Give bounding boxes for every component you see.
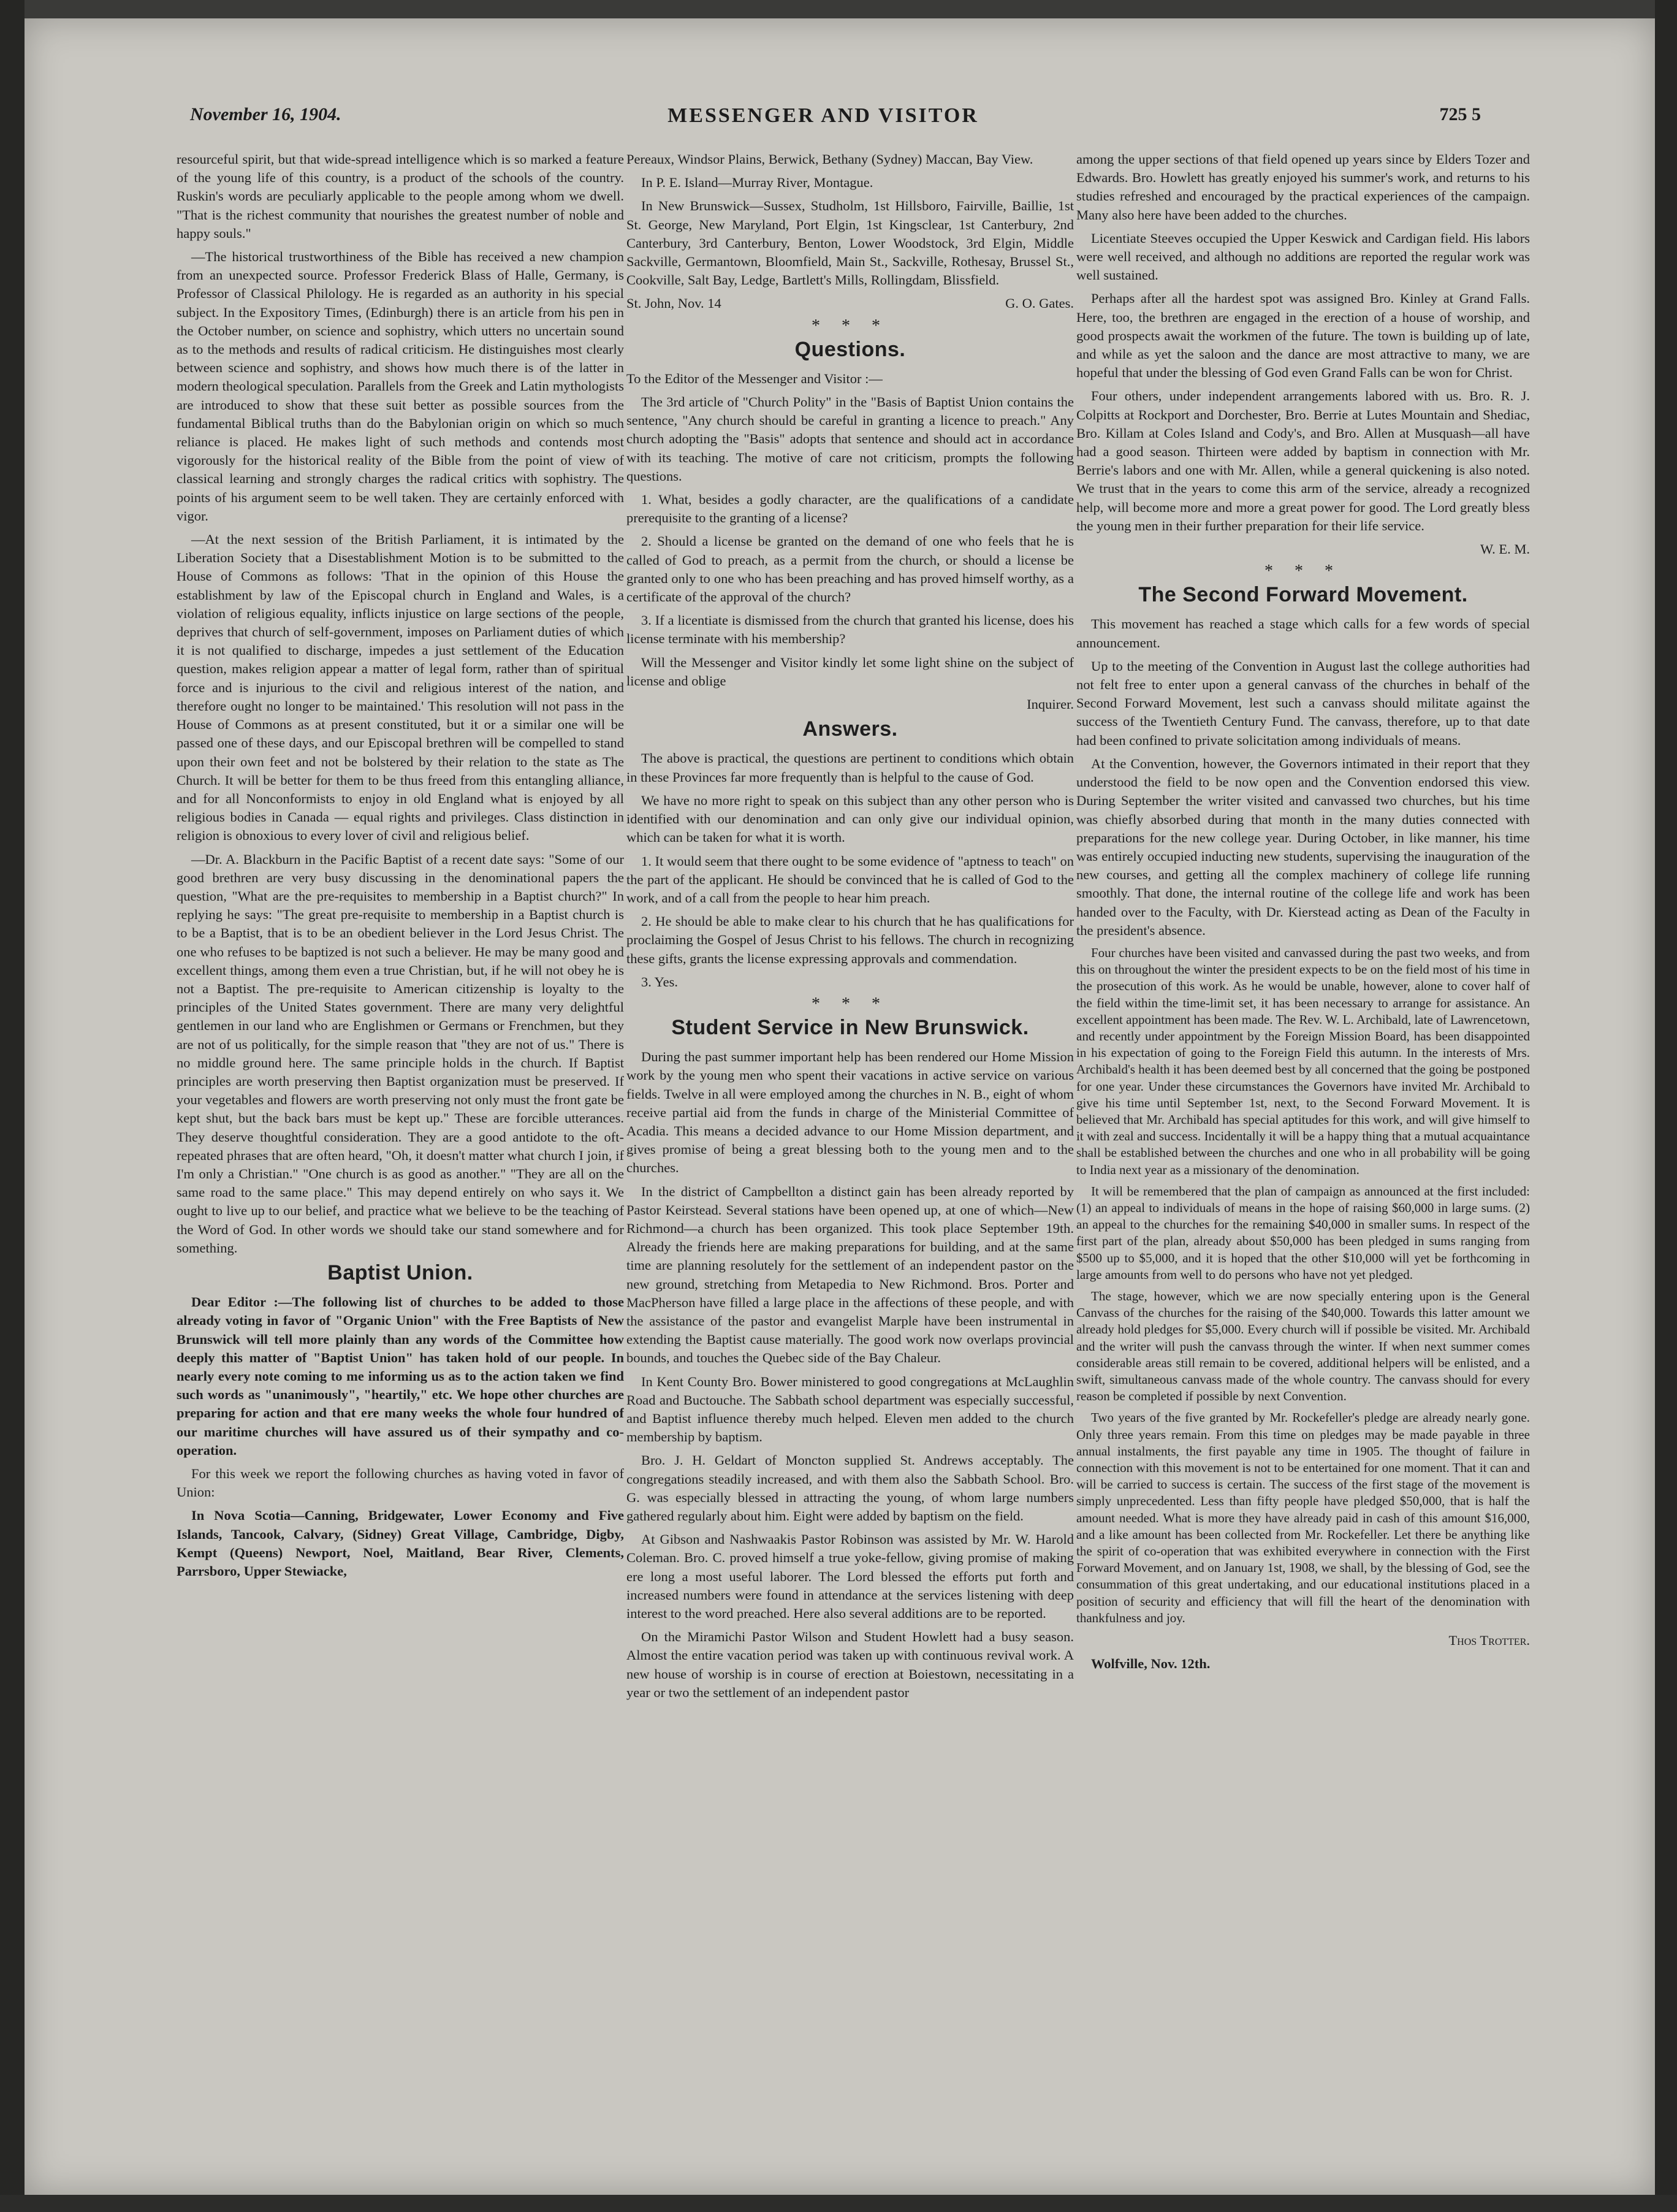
heading-baptist-union: Baptist Union.: [327, 1260, 473, 1284]
paragraph: In the district of Campbellton a distinct gain has been already reported by Pastor Keirstead. Several stations have been opened up, at one of which—New Richmond—a church has been organized. This took place September 19th. Already the friends here are making preparations for building, and at the same time are planning resolutely for the settlement of an independent pastor on the new ground, stretching from Metapedia to New Richmond. Bros. Porter and MacPherson have filled a large place in the affections of these people, and with the assistance of the pastor and evangelist Marple have been instrumental in extending the Baptist cause materially. The good work now overlaps provincial bounds, and touches the Quebec side of the Bay Chaleur.: [626, 1183, 1074, 1366]
heading-questions: Questions.: [794, 337, 906, 361]
scan-edge-right: [1655, 0, 1677, 2212]
paragraph: among the upper sections of that field opened up years since by Elders Tozer and Edwards. Bro. Howlett has greatly enjoyed his summer's work, and returns to his studies refreshed and encouraged by the practical experiences of the campaign. Many also here have been added to the churches.: [1076, 151, 1530, 223]
paragraph: 1. It would seem that there ought to be some evidence of "aptness to teach" on the part of the applicant. He should be convinced that he is called of God to the work, and of a call from the people to hear him preach.: [626, 853, 1074, 906]
dateline: Wolfville, Nov. 12th.: [1091, 1656, 1211, 1672]
section-ornament: * * *: [1264, 562, 1342, 581]
column-1: [177, 150, 624, 2173]
section-ornament: * * *: [812, 316, 889, 335]
paragraph: The stage, however, which we are now specially entering upon is the General Canvass of the churches for the raising of the $40,000. Towards this latter amount we already hold pledges for $5,000. Every church will if possible be visited. Mr. Archibald and the writer will push the canvass through the winter. If when next summer comes considerable areas still remain to be covered, additional helpers will be enlisted, and a swift, simultaneous canvass made of the whole country. The canvass should for every reason be completed if possible by next Convention.: [1076, 1288, 1530, 1404]
page-number: 725 5: [1439, 104, 1481, 124]
signature-line: [626, 294, 1074, 313]
signature: W. E. M.: [1480, 541, 1530, 557]
paragraph: —At the next session of the British Parliament, it is intimated by the Liberation Society that a Disestablishment Motion is to be submitted to the House of Commons as follows: 'That in the opinion of this House the establishment by law of the Episcopal church in England and Wales, is a violation of religious equality, inflicts injustice on large sections of the people, deprives that church of self-government, imposes on Parliament duties of which it is not qualified to discharge, impedes a just settlement of the Education question, makes religion appear a matter of legal form, rather than of spiritual force and is injurious to the civil and religious interest of the nation, and therefore ought no longer to be maintained.' This resolution will not pass in the House of Commons as at present constituted, but it or a similar one will be passed one of these days, and our Episcopal brethren will be compelled to stand upon their own feet and not be bolstered by their relation to the state as The Church. It will be better for them to be thus freed from this entangling alliance, and for all Nonconformists to enjoy in old England what is enjoyed by all religious bodies in Canada — equal rights and privileges. Class distinction in religion is obnoxious to every lover of civil and religious belief.: [177, 532, 624, 844]
column-3: [1076, 150, 1530, 2173]
masthead-title: MESSENGER AND VISITOR: [667, 104, 979, 127]
paragraph: In P. E. Island—Murray River, Montague.: [641, 175, 873, 191]
paragraph: 2. He should be able to make clear to his church that he has qualifications for proclaiming the Gospel of Jesus Christ to his fellows. The church in recognizing these gifts, grants the license expressing approvals and commendation.: [626, 913, 1074, 966]
heading-student-service: Student Service in New Brunswick.: [671, 1015, 1029, 1039]
paragraph: Licentiate Steeves occupied the Upper Keswick and Cardigan field. His labors were well received, and although no additions are reported the regular work was well sustained.: [1076, 230, 1530, 283]
paragraph: 3. If a licentiate is dismissed from the church that granted his license, does his license terminate with his membership?: [626, 612, 1074, 647]
paragraph: On the Miramichi Pastor Wilson and Student Howlett had a busy season. Almost the entire vacation period was taken up with continuous revival work. A new house of worship is in course of erection at Boiestown, necessitating in a year or two the settlement of an independent pastor: [626, 1629, 1074, 1700]
paragraph: At Gibson and Nashwaakis Pastor Robinson was assisted by Mr. W. Harold Coleman. Bro. C. proved himself a true yoke-fellow, giving promise of making ere long a most useful laborer. The Lord blessed the efforts put forth and increased numbers were found in attendance at the services listening with deep interest to the word preached. Here also several additions are to be reported.: [626, 1531, 1074, 1622]
paragraph: The above is practical, the questions are pertinent to conditions which obtain in these Provinces far more frequently than is helpful to the cause of God.: [626, 750, 1074, 785]
paragraph: For this week we report the following churches as having voted in favor of Union:: [177, 1466, 624, 1500]
paragraph: Dear Editor :—The following list of churches to be added to those already voting in favor of "Organic Union" with the Free Baptists of New Brunswick will tell more plainly than any words of the Committee how deeply this matter of "Baptist Union" has taken hold of our people. In nearly every note coming to me informing us as to the action taken we find such words as "unanimously", "heartily," etc. We hope other churches are preparing for action and that ere many weeks the whole four hundred of our maritime churches will have assured us of their sympathy and co-operation.: [177, 1294, 624, 1458]
paragraph: Four others, under independent arrangements labored with us. Bro. R. J. Colpitts at Rockport and Dorchester, Bro. Berrie at Lutes Mountain and Shediac, Bro. Killam at Coles Island and Cody's, and Bro. Allen at Musquash—all have had a good season. Thirteen were added by baptism in connection with Mr. Berrie's labors and one with Mr. Allen, while a general quickening is also noted. We trust that in the years to come this arm of the service, already a recognized help, will become more and more a great power for good. The Lord greatly bless the young men in their further preparation for their life service.: [1076, 388, 1530, 533]
paragraph: In New Brunswick—Sussex, Studholm, 1st Hillsboro, Fairville, Baillie, 1st St. George, New Maryland, Port Elgin, 1st Kingsclear, 1st Canterbury, 2nd Canterbury, 3rd Canterbury, Benton, Lower Woodstock, 3rd Elgin, Middle Sackville, Germantown, Bloomfield, Main St., Sackville, Rothesay, Brussel St., Cookville, Salt Bay, Ledge, Bartlett's Mills, Rollingdam, Blissfield.: [626, 198, 1074, 288]
paragraph: Bro. J. H. Geldart of Moncton supplied St. Andrews acceptably. The congregations steadily increased, and with them also the Sabbath School. Bro. G. was especially blessed in attracting the young, of whom large numbers gathered regularly about him. Eight were added by baptism on the field.: [626, 1452, 1074, 1524]
scan-edge-left: [0, 0, 25, 2212]
heading-second-forward-movement: The Second Forward Movement.: [1138, 583, 1468, 607]
paragraph: Four churches have been visited and canvassed during the past two weeks, and from this on throughout the winter the president expects to be on the field most of his time in the prosecution of this work. As he would be unable, however, alone to cover half of the field within the time-limit set, it has been necessary to arrange for assistance. An excellent appointment has been made. The Rev. W. L. Archibald, late of Lawrencetown, and recently under appointment by the Foreign Mission Board, has been disappointed in his expectation of going to the Foreign Field this autumn. In the interests of Mrs. Archibald's health it has been deemed best by all concerned that the going be postponed for one year. Under these circumstances the Governors have invited Mr. Archibald to give his time until September 1st, next, to the Second Forward Movement. It is believed that Mr. Archibald has special aptitudes for this work, and will give himself to it with zeal and success. Incidentally it will be a happy thing that a mutual acquaintance shall be established between the churches and one who in all probability will be going to India next year as a missionary of the denomination.: [1076, 945, 1530, 1177]
dateline: St. John, Nov. 14: [626, 296, 721, 311]
paragraph: —The historical trustworthiness of the Bible has received a new champion from an unexpected source. Professor Frederick Blass of Halle, Germany, is Professor of Classical Philology. He is regarded as an authority in his special subject. In the Expository Times, (Edinburgh) there is an article from his pen in the October number, on science and sophistry, which utters no uncertain sound as to the methods and results of radical criticism. He distinguishes most clearly between science and sophistry, and shows how much there is of the latter in modern theological speculation. Parallels from the Greek and Latin mythologists are introduced to show that these suit better as possible sources from the fundamental Biblical truths than do the Babylonian origin on which so much reliance is placed. He makes light of such methods and contends most vigorously for the historical reality of the Bible from the point of view of classical learning and strongly charges the radical critics with sophistry. The points of his argument seem to be well taken. They are certainly enforced with vigor.: [177, 249, 624, 524]
paragraph: In Nova Scotia—Canning, Bridgewater, Lower Economy and Five Islands, Tancook, Calvary, (Sidney) Great Village, Cambridge, Digby, Kempt (Queens) Newport, Noel, Maitland, Bear River, Clements, Parrsboro, Upper Stewiacke,: [177, 1508, 624, 1579]
column-2: [626, 150, 1074, 2173]
paragraph: Will the Messenger and Visitor kindly let some light shine on the subject of license and oblige: [626, 654, 1074, 688]
paragraph: 3. Yes.: [641, 974, 679, 990]
heading-answers: Answers.: [802, 717, 898, 741]
paragraph: We have no more right to speak on this subject than any other person who is identified with our denomination and can only give our individual opinion, which can be taken for what it is worth.: [626, 792, 1074, 845]
section-ornament: * * *: [812, 994, 889, 1013]
paragraph: It will be remembered that the plan of campaign as announced at the first included: (1) an appeal to individuals of means in the hope of raising $60,000 in large sums. (2) an appeal to the churches for the remaining $40,000 in smaller sums. In respect of the first part of the plan, already about $50,000 has been pledged in sums ranging from $500 up to $5,000, and it is hoped that the other $10,000 will yet be forthcoming in large amounts from well to do persons who have not yet pledged.: [1076, 1183, 1530, 1282]
paragraph: The 3rd article of "Church Polity" in the "Basis of Baptist Union contains the sentence, "Any church should be careful in granting a licence to preach." Any church adopting the "Basis" adopts that sentence and should act in accordance with its teaching. The motive of care not criticism, prompts the following questions.: [626, 394, 1074, 484]
paragraph: resourceful spirit, but that wide-spread intelligence which is so marked a feature of the young life of this country, is a product of the schools of the country. Ruskin's words are peculiarly applicable to the people among whom we dwell. "That is the richest community that nourishes the greatest number of noble and happy souls.": [177, 151, 624, 241]
paragraph: Two years of the five granted by Mr. Rockefeller's pledge are already nearly gone. Only three years remain. From this time on pledges may be made payable in three annual instalments, the first payable any time in 1905. The thought of failure in connection with this movement is not to be entertained for one moment. That it can and will be carried to success is certain. The success of the first stage of the movement is simply unprecedented. Less than fifty people have pledged $50,000, that is half the amount needed. What is more they have already paid in cash of this amount $16,000, and a like amount has been collected from Mr. Rockefeller. Let there be anything like the spirit of co-operation that was exhibited everywhere in connection with the First Forward Movement, and on January 1st, 1908, we shall, by the blessing of God, see the consummation of this great undertaking, and our educational institutions placed in a position of security and efficiency that will fill the heart of the denomination with thankfulness and joy.: [1076, 1410, 1530, 1625]
signature: Inquirer.: [1027, 696, 1074, 712]
scan-edge-bottom: [0, 2195, 1677, 2212]
paragraph: Up to the meeting of the Convention in August last the college authorities had not felt free to enter upon a general canvass of the churches in behalf of the Second Forward Movement, lest such a canvass should militate against the success of the Twentieth Century Fund. The canvass, therefore, up to that date had been confined to private solicitation among individuals of means.: [1076, 658, 1530, 748]
paragraph: 2. Should a license be granted on the demand of one who feels that he is called of God to preach, as a permit from the church, or should a license be granted only to one who has been preaching and has proved himself worthy, as a certificate of the approval of the church?: [626, 533, 1074, 605]
paragraph: This movement has reached a stage which calls for a few words of special announcement.: [1076, 616, 1530, 650]
issue-date: November 16, 1904.: [190, 104, 341, 124]
signature: Thos Trotter.: [1448, 1633, 1530, 1649]
paragraph: Perhaps after all the hardest spot was assigned Bro. Kinley at Grand Falls. Here, too, the brethren are engaged in the erection of a house of worship, and good prospects await the workmen of the future. The town is building up of late, and while as yet the saloon and the dance are most attractive to many, we are hopeful that under the blessing of God even Grand Falls can be won for Christ.: [1076, 291, 1530, 381]
signature: G. O. Gates.: [1005, 296, 1074, 311]
salutation: To the Editor of the Messenger and Visitor :—: [626, 370, 883, 386]
paragraph: During the past summer important help has been rendered our Home Mission work by the young men who spent their vacations in active service on various fields. Twelve in all were employed among the churches in N. B., eight of whom receive partial aid from the funds in charge of the Ministerial Committee of Acadia. This means a decided advance to our Home Mission department, and gives promise of being a great blessing both to the young men and to the churches.: [626, 1049, 1074, 1176]
paragraph: At the Convention, however, the Governors intimated in their report that they understood the field to be now open and the Convention endorsed this view. During September the writer visited and canvassed two churches, but his time was chiefly absorbed during that month in the many duties connected with preparations for the new college year. During October, in like manner, his time was entirely occupied inducting new students, supervising the inauguration of the new courses, and getting all the complex machinery of college life running smoothly. That done, the internal routine of the college life and work has been handed over to the Faculty, with Dr. Kierstead acting as Dean of the Faculty in the president's absence.: [1076, 755, 1530, 938]
paragraph: In Kent County Bro. Bower ministered to good congregations at McLaughlin Road and Buctouche. The Sabbath school department was especially successful, and Baptist influence thereby much helped. Eleven men added to the church membership by baptism.: [626, 1373, 1074, 1445]
paragraph: 1. What, besides a godly character, are the qualifications of a candidate prerequisite to the granting of a license?: [626, 492, 1074, 526]
paragraph: —Dr. A. Blackburn in the Pacific Baptist of a recent date says: "Some of our good brethren are very busy discussing in the denominational papers the question, "What are the pre-requisites to membership in a Baptist church?" In replying he says: "The great pre-requisite to membership in a Baptist church is to be a Baptist, that is to be an obedient believer in the Lord Jesus Christ. The one who refuses to be baptized is not such a believer. He may be many good and excellent things, among them even a true Christian, but, if he will not obey he is not a Baptist. The pre-requisite to American citizenship is loyalty to the principles of the United States government. There are many very delightful gentlemen in our land who are Englishmen or Germans or Frenchmen, but they are not of us politically, for the simple reason that "they are not of us." There is no middle ground here. The same principle holds in the church. If Baptist principles are worth preserving then Baptist organization must be preserved. If your vegetables and flowers are worth preserving not only must the front gate be kept shut, but the back bars must be kept up." These are forcible utterances. They deserve thoughtful consideration. They are a good antidote to the oft-repeated phrases that are often heard, "Oh, it doesn't matter what church I join, if I'm only a Christian." "One church is as good as another." "They are all on the same road to the same place." This may depend entirely on who says it. We ought to live up to our belief, and practice what we believe to be the teaching of the Word of God. In other words we should take our stand somewhere and for something.: [177, 851, 624, 1256]
paragraph: Pereaux, Windsor Plains, Berwick, Bethany (Sydney) Maccan, Bay View.: [626, 151, 1033, 167]
page-header: [165, 104, 1481, 141]
